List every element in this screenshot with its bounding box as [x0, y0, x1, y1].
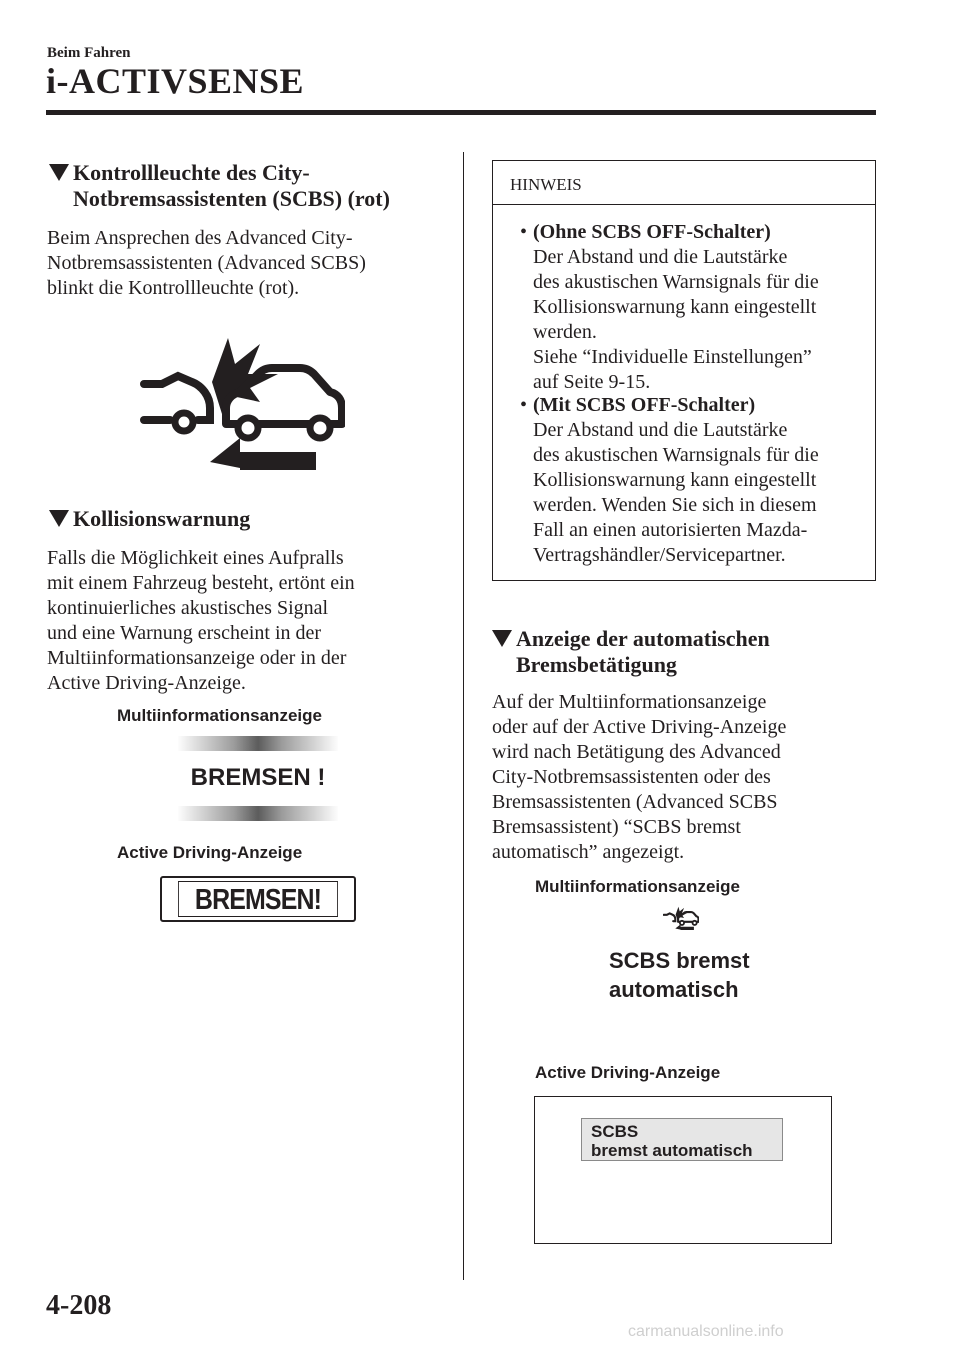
text-line: automatisch” angezeigt.: [492, 841, 685, 863]
mid-auto-brake-text: [609, 946, 750, 1004]
adi-label: Active Driving-Anzeige: [535, 1063, 721, 1082]
text-line: Kollisionswarnung kann eingestellt: [533, 296, 817, 318]
heading-line: Kollisionswarnung: [73, 506, 251, 531]
text-line: Falls die Möglichkeit eines Aufpralls: [47, 547, 344, 569]
text-line: City-Notbremsassistenten oder des: [492, 766, 771, 788]
heading-triangle-icon: [492, 630, 512, 647]
paragraph-collision-warning: [47, 546, 355, 696]
text-line: wird nach Betätigung des Advanced: [492, 741, 781, 763]
text-line: Bremsassistenten (Advanced SCBS: [492, 791, 778, 813]
text-line: bremst automatisch: [591, 1141, 753, 1160]
mid-warning-text: BREMSEN !: [190, 764, 326, 791]
text-line: SCBS: [591, 1122, 639, 1141]
text-line: und eine Warnung erscheint in der: [47, 622, 322, 644]
note-title: HINWEIS: [510, 175, 582, 194]
scbs-small-icon: [663, 903, 699, 933]
mid-label: Multiinformationsanzeige: [535, 877, 740, 896]
heading-scbs-warning-light: [73, 160, 390, 212]
scbs-warning-light-icon: [140, 334, 345, 470]
column-divider: [463, 152, 464, 1280]
header-divider: [46, 110, 876, 115]
text-line: automatisch: [609, 977, 739, 1002]
adi-warning-display: [160, 876, 356, 922]
adi-auto-brake-display: [534, 1096, 832, 1244]
note-item-with-switch: [520, 393, 819, 568]
text-line: Active Driving-Anzeige.: [47, 672, 246, 694]
text-line: Bremsassistent) “SCBS bremst: [492, 816, 741, 838]
adi-label: Active Driving-Anzeige: [117, 843, 303, 862]
text-line: Fall an einen autorisierten Mazda-: [533, 519, 808, 541]
display-bar-top: [178, 736, 338, 751]
note-item-without-switch: [520, 220, 819, 395]
text-line: Multiinformationsanzeige oder in der: [47, 647, 347, 669]
paragraph-auto-brake: [492, 690, 786, 865]
heading-auto-brake-display: [516, 626, 770, 678]
text-line: Vertragshändler/Servicepartner.: [533, 544, 786, 566]
heading-line: Notbremsassistenten (SCBS) (rot): [73, 186, 390, 211]
text-line: kontinuierliches akustisches Signal: [47, 597, 329, 619]
adi-warning-text: BREMSEN!: [178, 881, 338, 917]
heading-triangle-icon: [49, 510, 69, 527]
text-line: Siehe “Individuelle Einstellungen”: [533, 346, 812, 368]
text-line: Der Abstand und die Lautstärke: [533, 419, 788, 441]
text-line: blinkt die Kontrollleuchte (rot).: [47, 277, 300, 299]
heading-line: Bremsbetätigung: [516, 652, 677, 677]
text-line: oder auf der Active Driving-Anzeige: [492, 716, 787, 738]
watermark: carmanualsonline.info: [628, 1323, 784, 1340]
heading-triangle-icon: [49, 164, 69, 181]
text-line: Der Abstand und die Lautstärke: [533, 246, 788, 268]
paragraph-scbs-light: [47, 226, 366, 301]
text-line: Kollisionswarnung kann eingestellt: [533, 469, 817, 491]
text-line: mit einem Fahrzeug besteht, ertönt ein: [47, 572, 355, 594]
section-label: Beim Fahren: [47, 45, 131, 61]
text-line: (Ohne SCBS OFF-Schalter): [533, 221, 771, 243]
note-box: [492, 160, 876, 581]
text-line: Notbremsassistenten (Advanced SCBS): [47, 252, 366, 274]
text-line: auf Seite 9-15.: [533, 371, 651, 393]
bullet-dot-icon: •: [520, 221, 528, 243]
mid-label: Multiinformationsanzeige: [117, 706, 322, 725]
text-line: des akustischen Warnsignals für die: [533, 271, 819, 293]
page-number: 4-208: [46, 1290, 112, 1321]
page-title: i-ACTIVSENSE: [46, 61, 305, 101]
heading-line: Anzeige der automatischen: [516, 626, 770, 651]
text-line: Beim Ansprechen des Advanced City-: [47, 227, 353, 249]
text-line: werden. Wenden Sie sich in diesem: [533, 494, 817, 516]
adi-auto-brake-message: [581, 1118, 783, 1161]
heading-collision-warning: [73, 506, 250, 532]
text-line: SCBS bremst: [609, 948, 750, 973]
text-line: des akustischen Warnsignals für die: [533, 444, 819, 466]
note-header: [493, 161, 875, 205]
text-line: werden.: [533, 321, 597, 343]
heading-line: Kontrollleuchte des City-: [73, 160, 310, 185]
text-line: (Mit SCBS OFF-Schalter): [533, 394, 756, 416]
bullet-dot-icon: •: [520, 394, 528, 416]
text-line: Auf der Multiinformationsanzeige: [492, 691, 767, 713]
display-bar-bottom: [178, 806, 338, 821]
